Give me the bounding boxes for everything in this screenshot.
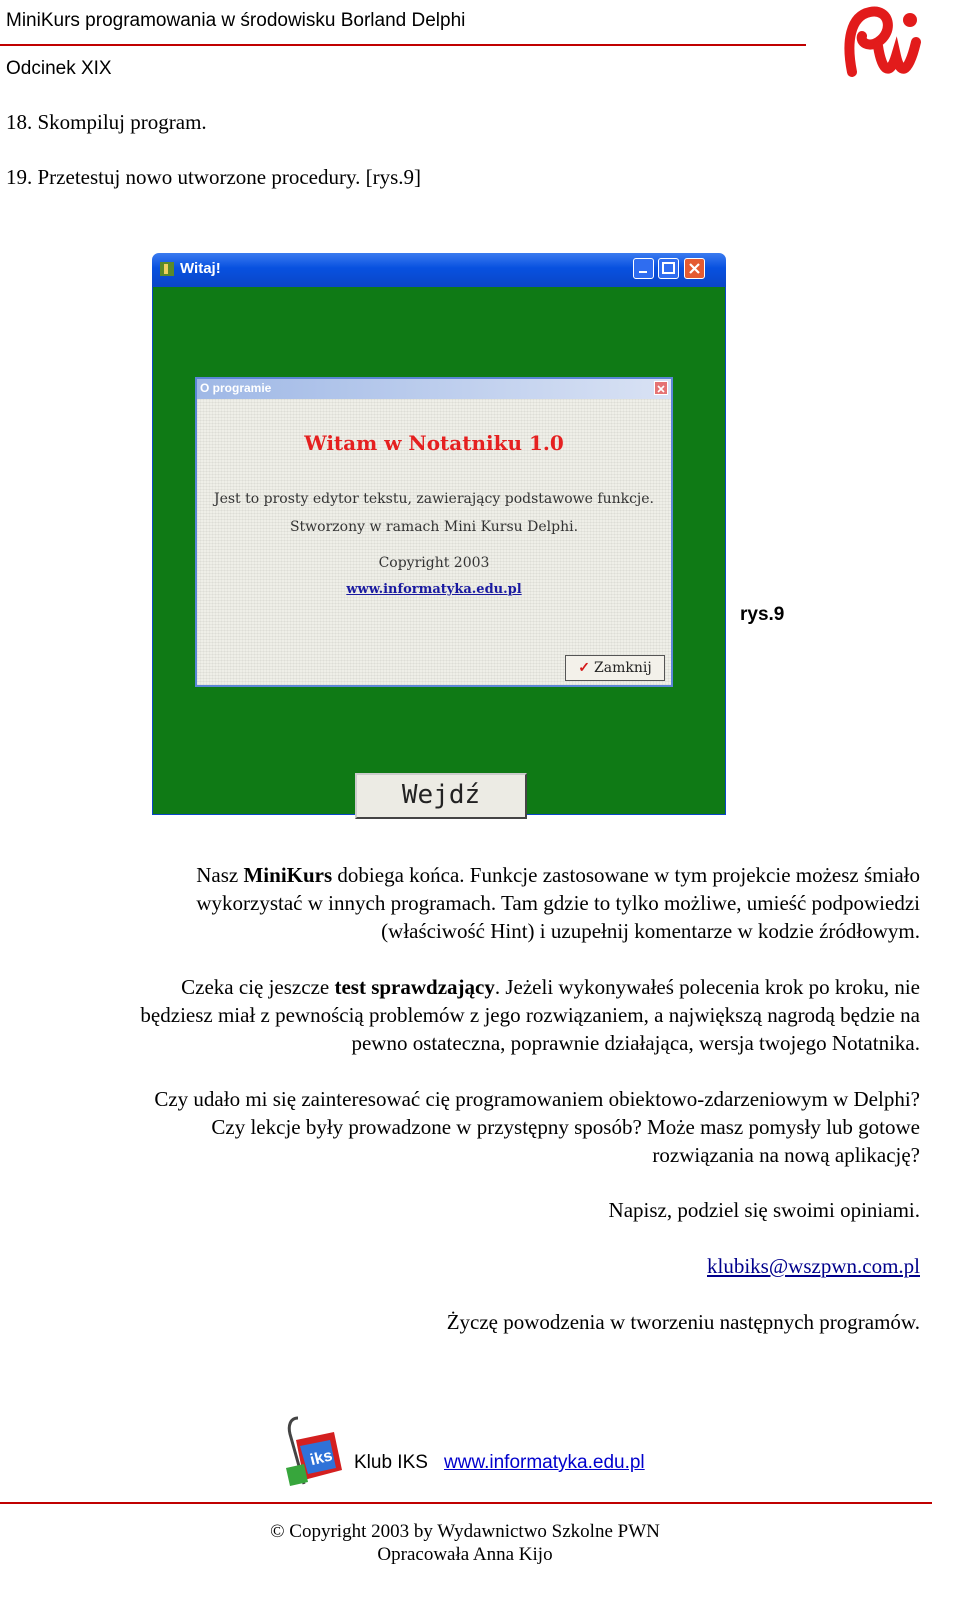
paragraph-3 <box>154 1085 920 1169</box>
footer-club-name: Klub IKS <box>354 1452 428 1473</box>
footer-website-link[interactable]: www.informatyka.edu.pl <box>444 1452 645 1473</box>
footer-copyright <box>0 1520 930 1566</box>
paragraph-3-line-2: Czy lekcje były prowadzone w przystępny sposób? Może masz pomysły lub gotowe <box>211 1115 920 1139</box>
paragraph-1-line-2: wykorzystać w innych programach. Tam gdzie to tylko możliwe, umieść podpowiedzi <box>196 891 920 915</box>
paragraph-3-line-1: Czy udało mi się zainteresować cię programowaniem obiektowo-zdarzeniowym w Delphi? <box>154 1087 920 1111</box>
close-button[interactable] <box>565 655 665 681</box>
paragraph-2 <box>140 973 920 1057</box>
paragraph-5: Życzę powodzenia w tworzeniu następnych programów. <box>446 1310 920 1334</box>
paragraph-4: Napisz, podziel się swoimi opiniami. <box>608 1198 920 1222</box>
dialog-copyright: Copyright 2003 <box>378 555 490 571</box>
paragraph-1 <box>196 861 920 945</box>
dialog-website-link[interactable]: www.informatyka.edu.pl <box>346 582 522 597</box>
maximize-icon[interactable] <box>658 258 679 279</box>
window-titlebar <box>152 253 726 286</box>
checkmark-icon: ✓ <box>578 660 591 676</box>
enter-button[interactable]: Wejdź <box>355 773 527 819</box>
dialog-close-icon[interactable] <box>654 381 668 395</box>
app-icon <box>158 260 176 278</box>
paragraph-2-line-1: Czeka cię jeszcze test sprawdzający. Jeżeli wykonywałeś polecenia krok po kroku, nie <box>181 975 920 999</box>
copyright-line: © Copyright 2003 by Wydawnictwo Szkolne PWN <box>270 1521 660 1542</box>
test-bold: test sprawdzający <box>334 975 495 999</box>
close-button-label: Zamknij <box>594 660 652 676</box>
paragraph-1-line-1: Nasz MiniKurs dobiega końca. Funkcje zastosowane w tym projekcie możesz śmiało <box>196 863 920 887</box>
step-19: 19. Przetestuj nowo utworzone procedury. [rys.9] <box>6 165 422 189</box>
pw-logo-icon <box>838 2 926 86</box>
iks-logo-text: iks <box>308 1447 335 1470</box>
paragraph-3-line-3: rozwiązania na nową aplikację? <box>652 1143 920 1167</box>
dialog-subtext: Stworzony w ramach Mini Kursu Delphi. <box>289 519 579 535</box>
paragraph-2-line-3: pewno ostateczna, poprawnie działająca, wersja twojego Notatnika. <box>351 1031 920 1055</box>
author-line: Opracowała Anna Kijo <box>377 1544 553 1565</box>
minikurs-bold: MiniKurs <box>243 863 333 887</box>
minimize-icon[interactable] <box>633 258 654 279</box>
dialog-heading: Witam w Notatniku 1.0 <box>304 431 564 455</box>
window-title: Witaj! <box>180 260 221 277</box>
iks-logo-icon <box>276 1410 346 1492</box>
window-client-area <box>152 286 726 815</box>
app-screenshot <box>152 253 726 815</box>
footer-divider <box>0 1502 932 1504</box>
paragraph-1-line-3: (właściwość Hint) i uzupełnij komentarze w kodzie źródłowym. <box>381 919 920 943</box>
about-dialog <box>195 377 673 687</box>
dialog-titlebar <box>197 379 671 399</box>
episode-label: Odcinek XIX <box>6 58 112 79</box>
email-link[interactable]: klubiks@wszpwn.com.pl <box>707 1254 920 1278</box>
dialog-title: O programie <box>200 381 272 395</box>
dialog-description: Jest to prosty edytor tekstu, zawierający podstawowe funkcje. <box>213 491 655 507</box>
figure-caption: rys.9 <box>740 604 785 625</box>
header-divider <box>0 44 806 46</box>
close-icon[interactable] <box>684 258 705 279</box>
dialog-body <box>197 399 671 685</box>
paragraph-2-line-2: będziesz miał z pewnością problemów z jego rozwiązaniem, a największą nagrodą będzie na <box>140 1003 920 1027</box>
step-18: 18. Skompiluj program. <box>6 110 207 134</box>
document-title: MiniKurs programowania w środowisku Borland Delphi <box>6 10 466 31</box>
